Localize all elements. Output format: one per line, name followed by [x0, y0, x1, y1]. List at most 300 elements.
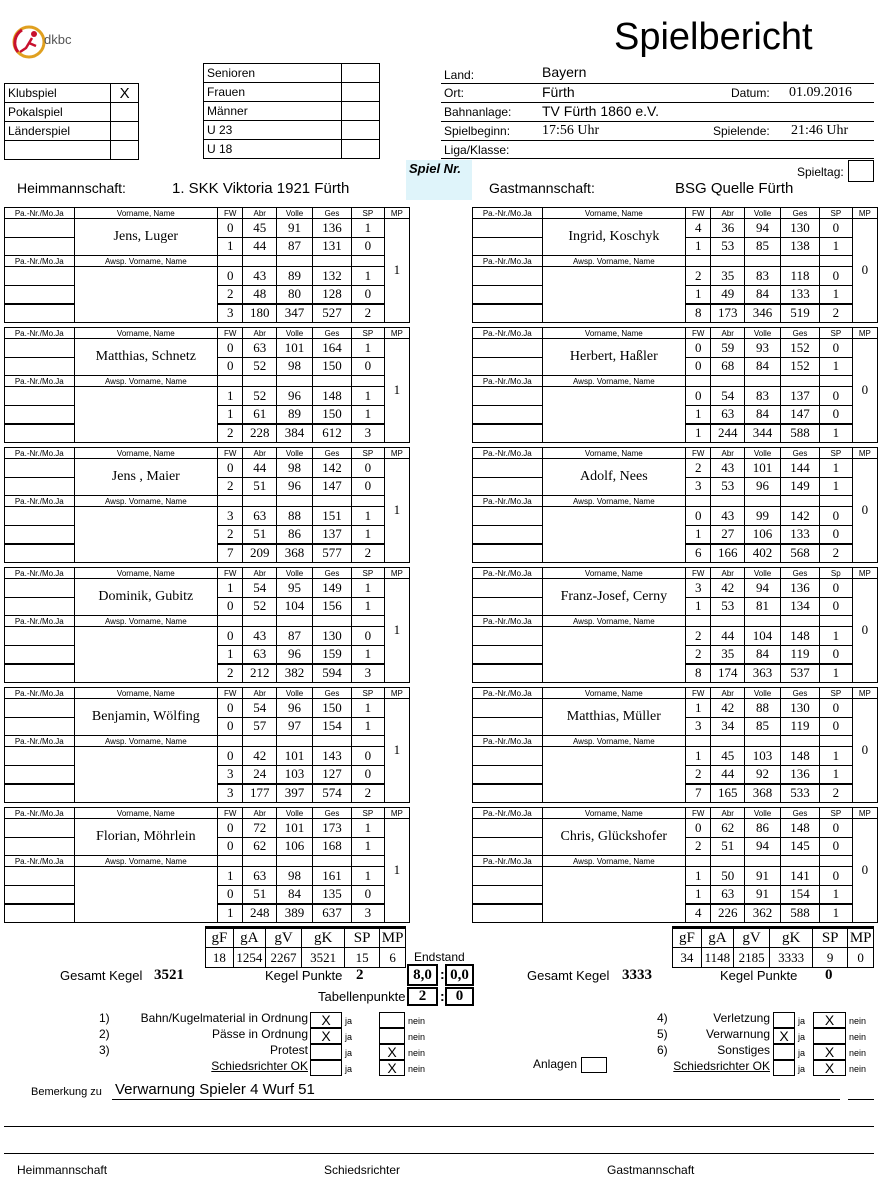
ja-checkbox[interactable] [310, 1044, 342, 1060]
game-type-checkbox[interactable]: X [111, 84, 139, 103]
category-label: U 18 [204, 140, 342, 159]
pass-number-cell[interactable] [473, 885, 543, 904]
header-name: Vorname, Name [542, 448, 685, 459]
pass-number-cell[interactable] [5, 645, 75, 664]
total-header: gA [701, 928, 733, 948]
pass-number-cell[interactable] [5, 819, 75, 838]
score-cell: 119 [780, 645, 819, 664]
header-volle: Volle [277, 328, 313, 339]
score-cell: 53 [711, 597, 745, 616]
player-table [472, 687, 878, 803]
sum-cell: 174 [711, 664, 745, 683]
header-mp: MP [852, 808, 877, 819]
header-fw: FW [686, 688, 711, 699]
header-abr: Abr [711, 328, 745, 339]
anlagen-box[interactable] [581, 1057, 607, 1073]
pass-number-cell[interactable] [5, 765, 75, 784]
pass-number-cell[interactable] [473, 837, 543, 856]
game-type-row [5, 141, 139, 160]
blank-cell [243, 856, 277, 867]
throw-row [473, 747, 878, 766]
score-cell: 127 [312, 765, 351, 784]
sum-cell: 382 [277, 664, 313, 683]
score-cell: 1 [351, 507, 384, 526]
header-sp: SP [819, 808, 852, 819]
blank-cell [780, 856, 819, 867]
score-cell: 103 [745, 747, 781, 766]
ja-checkbox[interactable] [310, 1060, 342, 1076]
player-table [472, 207, 878, 323]
pass-number-cell[interactable] [473, 387, 543, 406]
score-cell: 0 [218, 819, 243, 838]
home-gesamt-value: 3521 [154, 967, 184, 983]
score-cell: 51 [243, 525, 277, 544]
total-value: 34 [673, 948, 702, 968]
score-cell: 1 [819, 357, 852, 376]
pass-number-cell[interactable] [473, 699, 543, 718]
score-cell: 96 [277, 477, 313, 496]
throw-row [473, 387, 878, 406]
header-sp: SP [351, 808, 384, 819]
score-cell: 0 [351, 237, 384, 256]
player-name: Chris, Glückshofer [542, 819, 685, 856]
total-header: MP [849, 929, 872, 946]
blank-cell [277, 376, 313, 387]
substitute-name[interactable] [74, 267, 217, 323]
substitute-name[interactable] [542, 387, 685, 443]
header-awsp: Awsp. Vorname, Name [542, 856, 685, 867]
score-cell: 130 [780, 219, 819, 238]
throw-row [5, 867, 410, 886]
score-cell: 43 [243, 267, 277, 286]
header-abr: Abr [243, 208, 277, 219]
blank-cell [686, 496, 711, 507]
header-pa: Pa.-Nr./Mo.Ja [5, 808, 75, 819]
score-cell: 1 [819, 885, 852, 904]
tabellen-home-box: 2 [407, 987, 438, 1006]
pass-number-cell[interactable] [473, 765, 543, 784]
score-cell: 1 [218, 579, 243, 598]
score-cell: 1 [351, 387, 384, 406]
pass-number-cell[interactable] [473, 819, 543, 838]
pass-number-cell[interactable] [5, 405, 75, 424]
sum-cell: 588 [780, 904, 819, 923]
sum-cell: 612 [312, 424, 351, 443]
blank-cell [745, 856, 781, 867]
score-cell: 132 [312, 267, 351, 286]
score-cell: 91 [745, 885, 781, 904]
score-cell: 2 [686, 267, 711, 286]
score-cell: 149 [312, 579, 351, 598]
nein-checkbox[interactable] [379, 1028, 405, 1044]
blank-cell [243, 736, 277, 747]
sum-cell: 389 [277, 904, 313, 923]
header-fw: FW [686, 208, 711, 219]
blank-cell [277, 856, 313, 867]
total-header: gA [233, 928, 265, 948]
header-fw: FW [218, 328, 243, 339]
sum-cell: 166 [711, 544, 745, 563]
nein-label: nein [849, 1016, 867, 1026]
spiel-nr-label: Spiel Nr. [409, 161, 462, 176]
signature-guest: Gastmannschaft [607, 1163, 695, 1177]
score-cell: 51 [711, 837, 745, 856]
score-cell: 0 [351, 627, 384, 646]
blank-cell [218, 496, 243, 507]
blank-cell [473, 664, 543, 683]
throw-row [5, 507, 410, 526]
score-cell: 89 [277, 267, 313, 286]
pass-number-cell[interactable] [5, 477, 75, 496]
pass-number-cell[interactable] [5, 837, 75, 856]
category-label: Frauen [204, 83, 342, 102]
header-fw: FW [686, 568, 711, 579]
score-cell: 0 [351, 885, 384, 904]
tabellen-label: Tabellenpunkte [318, 989, 406, 1004]
score-cell: 3 [686, 579, 711, 598]
ja-label: ja [798, 1064, 806, 1074]
header-ges: Ges [312, 328, 351, 339]
ende-label: Spielende: [713, 124, 770, 138]
match-points: 1 [384, 219, 409, 323]
pass-number-cell[interactable] [5, 219, 75, 238]
pass-number-cell[interactable] [473, 267, 543, 286]
header-pa: Pa.-Nr./Mo.Ja [473, 208, 543, 219]
header-abr: Abr [711, 688, 745, 699]
category-checkbox[interactable] [342, 83, 380, 102]
bahn-label: Bahnanlage: [444, 105, 512, 119]
category-checkbox[interactable] [342, 121, 380, 140]
blank-cell [780, 496, 819, 507]
total-header: SP [813, 928, 848, 948]
blank-cell [711, 376, 745, 387]
pass-number-cell[interactable] [5, 339, 75, 358]
score-cell: 131 [312, 237, 351, 256]
pass-number-cell[interactable] [473, 219, 543, 238]
blank-cell [819, 496, 852, 507]
score-cell: 143 [312, 747, 351, 766]
total-value: 3521 [302, 948, 345, 968]
score-cell: 1 [351, 339, 384, 358]
blank-cell [351, 496, 384, 507]
blank-cell [277, 736, 313, 747]
score-cell: 148 [312, 387, 351, 406]
pass-number-cell[interactable] [473, 867, 543, 886]
score-cell: 34 [711, 717, 745, 736]
pass-number-cell[interactable] [5, 387, 75, 406]
substitute-name[interactable] [74, 627, 217, 683]
blank-cell [780, 736, 819, 747]
game-type-checkbox[interactable] [111, 141, 139, 160]
player-table [472, 447, 878, 563]
header-abr: Abr [243, 328, 277, 339]
score-cell: 150 [312, 357, 351, 376]
sum-cell: 344 [745, 424, 781, 443]
beginn-label: Spielbeginn: [444, 124, 511, 138]
score-cell: 44 [711, 765, 745, 784]
pass-number-cell[interactable] [473, 597, 543, 616]
category-checkbox[interactable] [342, 140, 380, 159]
total-header: gF [673, 928, 702, 948]
score-cell: 54 [243, 699, 277, 718]
land-value: Bayern [542, 64, 587, 80]
score-cell: 84 [277, 885, 313, 904]
throw-row [5, 579, 410, 598]
pass-number-cell[interactable] [5, 597, 75, 616]
header-sp: SP [351, 328, 384, 339]
score-cell: 43 [711, 459, 745, 478]
player-header-row [473, 448, 878, 459]
ja-checkbox[interactable]: X [310, 1028, 342, 1044]
blank-cell [5, 424, 75, 443]
score-cell: 0 [819, 645, 852, 664]
pass-number-cell[interactable] [5, 885, 75, 904]
player-table [4, 207, 410, 323]
header-pa: Pa.-Nr./Mo.Ja [5, 736, 75, 747]
pass-number-cell[interactable] [473, 747, 543, 766]
pass-number-cell[interactable] [473, 627, 543, 646]
score-cell: 48 [243, 285, 277, 304]
pass-number-cell[interactable] [5, 699, 75, 718]
score-cell: 173 [312, 819, 351, 838]
score-cell: 62 [711, 819, 745, 838]
blank-cell [243, 376, 277, 387]
score-cell: 0 [351, 477, 384, 496]
ja-checkbox[interactable]: X [773, 1028, 795, 1044]
pass-number-cell[interactable] [473, 579, 543, 598]
pass-number-cell[interactable] [5, 357, 75, 376]
pass-number-cell[interactable] [5, 507, 75, 526]
blank-cell [745, 376, 781, 387]
score-cell: 24 [243, 765, 277, 784]
header-pa: Pa.-Nr./Mo.Ja [5, 856, 75, 867]
nein-checkbox[interactable] [813, 1028, 846, 1044]
pass-number-cell[interactable] [5, 525, 75, 544]
match-points: 1 [384, 819, 409, 923]
score-cell: 137 [780, 387, 819, 406]
substitute-name[interactable] [74, 507, 217, 563]
ja-checkbox[interactable] [773, 1060, 795, 1076]
player-header-row [473, 328, 878, 339]
score-cell: 84 [745, 285, 781, 304]
sum-cell: 397 [277, 784, 313, 803]
nein-label: nein [408, 1016, 426, 1026]
header-awsp: Awsp. Vorname, Name [542, 376, 685, 387]
sum-cell: 212 [243, 664, 277, 683]
score-cell: 45 [711, 747, 745, 766]
substitute-header-row [5, 736, 410, 747]
score-cell: 119 [780, 717, 819, 736]
header-name: Vorname, Name [542, 208, 685, 219]
header-awsp: Awsp. Vorname, Name [74, 856, 217, 867]
header-awsp: Awsp. Vorname, Name [74, 736, 217, 747]
substitute-header-row [5, 496, 410, 507]
score-cell: 0 [819, 507, 852, 526]
score-cell: 44 [243, 459, 277, 478]
header-abr: Abr [243, 688, 277, 699]
nein-checkbox[interactable]: X [379, 1044, 405, 1060]
header-abr: Abr [243, 568, 277, 579]
check-number: 6) [657, 1043, 668, 1057]
sum-cell: 527 [312, 304, 351, 323]
pass-number-cell[interactable] [5, 285, 75, 304]
player-block [472, 207, 878, 327]
score-cell: 1 [686, 405, 711, 424]
header-mp: MP [852, 208, 877, 219]
check-number: 4) [657, 1011, 668, 1025]
header-volle: Volle [277, 688, 313, 699]
blank-cell [819, 256, 852, 267]
score-cell: 154 [780, 885, 819, 904]
game-type-row [5, 84, 139, 103]
score-cell: 106 [745, 525, 781, 544]
category-checkbox[interactable] [342, 102, 380, 121]
category-checkbox[interactable] [342, 64, 380, 83]
header-fw: FW [218, 568, 243, 579]
header-sp: SP [819, 688, 852, 699]
game-type-label: Länderspiel [5, 122, 111, 141]
header-name: Vorname, Name [542, 808, 685, 819]
score-cell: 1 [686, 285, 711, 304]
score-cell: 1 [351, 219, 384, 238]
throw-row [5, 699, 410, 718]
header-mp: MP [852, 688, 877, 699]
score-cell: 1 [351, 717, 384, 736]
score-cell: 128 [312, 285, 351, 304]
score-cell: 150 [312, 699, 351, 718]
match-points: 0 [852, 699, 877, 803]
substitute-name[interactable] [542, 867, 685, 923]
pass-number-cell[interactable] [473, 645, 543, 664]
pass-number-cell[interactable] [473, 285, 543, 304]
ja-checkbox[interactable] [773, 1044, 795, 1060]
blank-cell [745, 496, 781, 507]
score-cell: 164 [312, 339, 351, 358]
sum-cell: 2 [218, 664, 243, 683]
score-cell: 63 [243, 645, 277, 664]
nein-checkbox[interactable]: X [379, 1060, 405, 1076]
pass-number-cell[interactable] [5, 867, 75, 886]
nein-checkbox[interactable] [379, 1012, 405, 1028]
header-name: Vorname, Name [542, 688, 685, 699]
score-cell: 1 [351, 867, 384, 886]
score-cell: 59 [711, 339, 745, 358]
substitute-name[interactable] [74, 747, 217, 803]
pass-number-cell[interactable] [5, 237, 75, 256]
throw-row [5, 267, 410, 286]
check-label: Pässe in Ordnung [211, 1027, 308, 1041]
throw-row [473, 579, 878, 598]
substitute-name[interactable] [542, 627, 685, 683]
substitute-name[interactable] [542, 267, 685, 323]
ja-checkbox[interactable] [773, 1012, 795, 1028]
header-pa: Pa.-Nr./Mo.Ja [473, 568, 543, 579]
score-cell: 104 [277, 597, 313, 616]
score-cell: 0 [819, 837, 852, 856]
blank-cell [312, 256, 351, 267]
bahn-value: TV Fürth 1860 e.V. [542, 103, 659, 119]
blank-cell [351, 856, 384, 867]
nein-checkbox[interactable]: X [813, 1012, 846, 1028]
pass-number-cell[interactable] [473, 477, 543, 496]
header-pa: Pa.-Nr./Mo.Ja [5, 328, 75, 339]
score-cell: 44 [711, 627, 745, 646]
score-cell: 104 [745, 627, 781, 646]
guest-totals-table [672, 926, 874, 968]
pass-number-cell[interactable] [5, 579, 75, 598]
score-cell: 0 [819, 525, 852, 544]
nein-checkbox[interactable]: X [813, 1044, 846, 1060]
blank-cell [473, 904, 543, 923]
category-row [204, 102, 380, 121]
blank-cell [5, 544, 75, 563]
pass-number-cell[interactable] [473, 237, 543, 256]
throw-row [473, 267, 878, 286]
pass-number-cell[interactable] [473, 717, 543, 736]
pass-number-cell[interactable] [473, 525, 543, 544]
pass-number-cell[interactable] [473, 405, 543, 424]
sum-cell: 2 [218, 424, 243, 443]
pass-number-cell[interactable] [5, 459, 75, 478]
score-cell: 136 [312, 219, 351, 238]
game-type-checkbox[interactable] [111, 122, 139, 141]
score-cell: 0 [819, 819, 852, 838]
ja-checkbox[interactable]: X [310, 1012, 342, 1028]
score-cell: 142 [780, 507, 819, 526]
check-label: Sonstiges [717, 1043, 770, 1057]
pass-number-cell[interactable] [5, 747, 75, 766]
score-cell: 152 [780, 357, 819, 376]
blank-cell [218, 736, 243, 747]
game-type-checkbox[interactable] [111, 103, 139, 122]
score-cell: 0 [218, 747, 243, 766]
header-pa: Pa.-Nr./Mo.Ja [473, 376, 543, 387]
pass-number-cell[interactable] [473, 459, 543, 478]
substitute-name[interactable] [74, 867, 217, 923]
total-value: 1148 [701, 948, 733, 968]
nein-label: nein [849, 1048, 867, 1058]
score-cell: 44 [243, 237, 277, 256]
substitute-name[interactable] [542, 747, 685, 803]
substitute-name[interactable] [542, 507, 685, 563]
score-cell: 136 [780, 765, 819, 784]
match-points: 1 [384, 459, 409, 563]
score-cell: 147 [780, 405, 819, 424]
blank-cell [780, 256, 819, 267]
pass-number-cell[interactable] [473, 357, 543, 376]
guest-punkte-value: 0 [825, 967, 833, 983]
score-cell: 63 [243, 867, 277, 886]
player-name: Franz-Josef, Cerny [542, 579, 685, 616]
pass-number-cell[interactable] [5, 267, 75, 286]
pass-number-cell[interactable] [473, 507, 543, 526]
player-name: Dominik, Gubitz [74, 579, 217, 616]
nein-checkbox[interactable]: X [813, 1060, 846, 1076]
header-abr: Abr [243, 808, 277, 819]
pass-number-cell[interactable] [5, 627, 75, 646]
pass-number-cell[interactable] [5, 717, 75, 736]
player-name: Adolf, Nees [542, 459, 685, 496]
substitute-header-row [5, 616, 410, 627]
dkbc-logo [10, 22, 90, 62]
header-pa: Pa.-Nr./Mo.Ja [5, 568, 75, 579]
spieltag-box[interactable] [848, 160, 874, 182]
pass-number-cell[interactable] [473, 339, 543, 358]
blank-cell [218, 616, 243, 627]
match-points: 1 [384, 699, 409, 803]
info-block [441, 64, 874, 158]
substitute-name[interactable] [74, 387, 217, 443]
